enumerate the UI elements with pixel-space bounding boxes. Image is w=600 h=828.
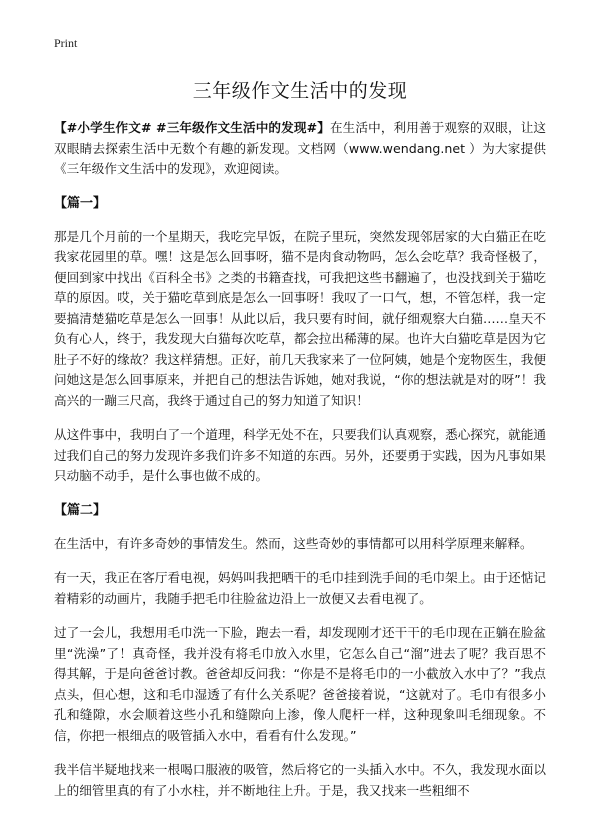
section2-paragraph-2: 有一天，我正在客厅看电视，妈妈叫我把晒干的毛巾挂到洗手间的毛巾架上。由于还惦记着精彩的动画片，我随手把毛巾往脸盆边沿上一放便又去看电视了。 bbox=[54, 570, 546, 606]
section-heading-2: 【篇二】 bbox=[54, 502, 107, 518]
section1-paragraph-1: 那是几个月前的一个星期天，我吃完早饭，在院子里玩，突然发现邻居家的大白猫正在吃我家花园里的草。嘿！这是怎么回事呀，猫不是肉食动物吗，怎么会吃草？我奇怪极了，便回到家中找出《百科全书》之类的书籍查找，可我把这些书翻遍了，也没找到关于猫吃草的原因。哎，关于猫吃草到底是怎么一回事呀！我叹了一口气，想，不管怎样，我一定要搞清楚猫吃草是怎么一回事！从此以后，我只要有时间，就仔细观察大白猫……皇天不负有心人，终于，我发现大白猫每次吃草，都会拉出稀薄的屎。也许大白猫吃草是因为它肚子不好的缘故？我这样猜想。正好，前几天我家来了一位阿姨，她是个宠物医生，我便问她这是怎么回事原来，并把自己的想法告诉她，她对我说，“你的想法就是对的呀”！我高兴的一蹦三尺高，我终于通过自己的努力知道了知识！ bbox=[54, 228, 546, 408]
print-label: Print bbox=[54, 36, 78, 50]
section1-paragraph-2: 从这件事中，我明白了一个道理，科学无处不在，只要我们认真观察，悉心探究，就能通过我们自己的努力发现许多我们许多不知道的东西。另外，还要勇于实践，因为凡事如果只动脑不动手，是什么事也做不成的。 bbox=[54, 427, 546, 483]
document-body bbox=[54, 78, 546, 801]
section2-paragraph-3: 过了一会儿，我想用毛巾洗一下脸，跑去一看，却发现刚才还干干的毛巾现在正躺在脸盆里“洗澡”了！真奇怪，我并没有将毛巾放入水里，它怎么自己“溜”进去了呢？我百思不得其解，于是向爸爸讨教。爸爸却反问我：“你是不是将毛巾的一小截放入水中了？”我点点头，但心想，这和毛巾湿透了有什么关系呢？爸爸接着说，“这就对了。毛巾有很多小孔和缝隙，水会顺着这些小孔和缝隙向上渗，像人爬杆一样，这种现象叫毛细现象。不信，你把一根细点的吸管插入水中，看看有什么发现。” bbox=[54, 625, 546, 743]
section2-paragraph-4: 我半信半疑地找来一根喝口服液的吸管，然后将它的一头插入水中。不久，我发现水面以上的细管里真的有了小水柱，并不断地往上升。于是，我又找来一些粗细不 bbox=[54, 762, 546, 798]
intro-text: 在生活中，利用善于观察的双眼，让这双眼睛去探索生活中无数个有趣的新发现。文档网（www.wendang.net ）为大家提供《三年级作文生活中的发现》，欢迎阅读。 bbox=[54, 120, 547, 176]
intro-paragraph bbox=[54, 118, 546, 180]
document-title: 三年级作文生活中的发现 bbox=[192, 80, 408, 102]
intro-tags: 【#小学生作文# #三年级作文生活中的发现#】 bbox=[54, 120, 330, 135]
section2-paragraph-1: 在生活中，有许多奇妙的事情发生。然而，这些奇妙的事情都可以用科学原理来解释。 bbox=[54, 535, 533, 551]
section-heading-1: 【篇一】 bbox=[54, 195, 107, 211]
